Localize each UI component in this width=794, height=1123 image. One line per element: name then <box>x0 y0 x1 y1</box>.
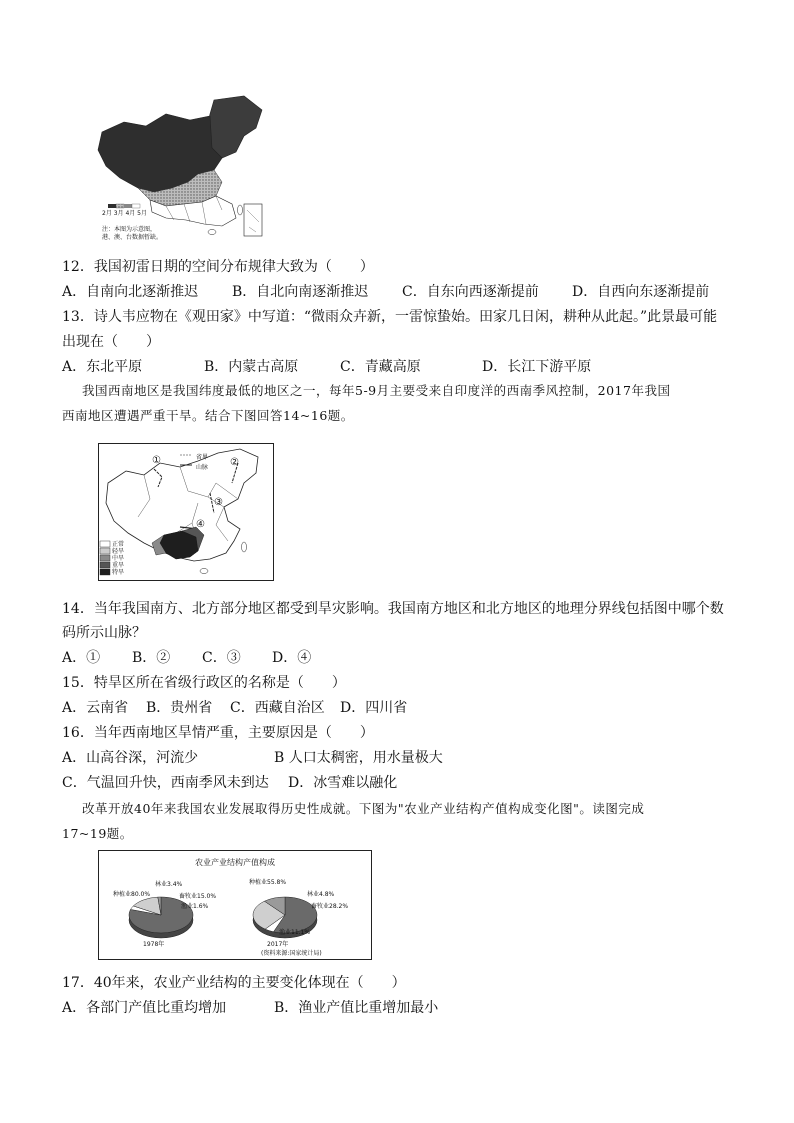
q14-option-a[interactable]: A．① <box>62 650 101 666</box>
q13-option-a[interactable]: A．东北平原 <box>62 359 143 375</box>
q13-stem-line1: 13．诗人韦应物在《观田家》中写道：“微雨众卉新，一雷惊蛰始。田家几日闲，耕种从此起。”此景最可能 <box>62 309 718 325</box>
q14-options <box>62 649 462 667</box>
map2-drought-legend <box>112 541 124 576</box>
q13-option-c[interactable]: C．青藏高原 <box>340 359 421 375</box>
chart-title: 农业产业结构产值构成 <box>195 858 275 867</box>
q15-option-c[interactable]: C．西藏自治区 <box>230 700 325 716</box>
q14-stem-line1: 14．当年我国南方、北方部分地区都受到旱灾影响。我国南方地区和北方地区的地理分界线包括图中哪个数 <box>62 601 724 617</box>
drought-level-severe: 重旱 <box>112 562 125 569</box>
drought-map <box>98 443 274 581</box>
pie1978-label-crop: 种植业80.0% <box>113 891 151 898</box>
map2-label-3: ③ <box>214 497 223 508</box>
map2-label-4: ④ <box>196 519 205 530</box>
drought-level-moderate: 中旱 <box>112 555 125 562</box>
q13-options <box>62 358 742 376</box>
map1-note-line1: 注：本图为示意图， <box>102 226 157 233</box>
pie1978-label-fishery: 渔业1.6% <box>181 903 209 910</box>
passage1-line2: 西南地区遭遇严重干旱。结合下图回答14~16题。 <box>62 408 354 423</box>
chart-source: (资料来源:国家统计局) <box>261 950 322 957</box>
taiwan-island <box>238 205 243 215</box>
pie2017-label-fishery: 渔业11.1% <box>279 929 311 936</box>
map2-label-2: ② <box>230 457 239 468</box>
passage2-line1: 改革开放40年来我国农业发展取得历史性成就。下图为"农业产业结构产值构成变化图"。读图完成 <box>82 801 645 816</box>
pie1978-year: 1978年 <box>143 941 165 948</box>
q12-option-c[interactable]: C．自东向西逐渐提前 <box>402 284 539 300</box>
drought-level-normal: 正常 <box>112 541 125 548</box>
pie2017-year: 2017年 <box>267 941 289 948</box>
q17-stem: 17．40年来，农业产业结构的主要变化体现在（ ） <box>62 975 406 991</box>
q14-stem-line2: 码所示山脉？ <box>62 625 146 641</box>
q14-option-d[interactable]: D．④ <box>272 650 312 666</box>
thunder-date-map <box>94 92 266 242</box>
map1-note-line2: 港、澳、台数据暂缺。 <box>102 234 163 241</box>
pie2017-label-forest: 林业4.8% <box>307 891 335 898</box>
q16-option-b[interactable]: B 人口太稠密，用水量极大 <box>274 750 443 766</box>
q17-option-a[interactable]: A．各部门产值比重均增加 <box>62 1000 227 1016</box>
hainan-island <box>208 230 216 235</box>
q12-option-b[interactable]: B．自北向南逐渐推迟 <box>232 284 369 300</box>
q13-option-b[interactable]: B．内蒙古高原 <box>204 359 299 375</box>
q16-options-row2 <box>62 774 562 792</box>
q16-option-d[interactable]: D．冰雪难以融化 <box>288 775 398 791</box>
q15-stem: 15．特旱区所在省级行政区的名称是（ ） <box>62 675 346 691</box>
south-china-sea-inset <box>244 204 262 236</box>
q12-option-a[interactable]: A．自南向北逐渐推迟 <box>62 284 199 300</box>
pie2017-label-crop: 种植业55.8% <box>249 879 287 886</box>
pie1978-label-livestock: 畜牧业15.0% <box>179 893 217 900</box>
q16-stem: 16．当年西南地区旱情严重，主要原因是（ ） <box>62 725 374 741</box>
q12-options <box>62 283 742 301</box>
q14-option-b[interactable]: B．② <box>132 650 171 666</box>
q13-stem-line2: 出现在（ ） <box>62 334 160 350</box>
q17-options <box>62 999 562 1017</box>
china-map-figure <box>94 92 266 242</box>
q15-option-b[interactable]: B．贵州省 <box>146 700 213 716</box>
passage1-line1: 我国西南地区是我国纬度最低的地区之一，每年5-9月主要受来自印度洋的西南季风控制，2017年我国 <box>82 383 671 398</box>
q16-option-c[interactable]: C．气温回升快，西南季风未到达 <box>62 775 269 791</box>
drought-map-figure <box>98 443 274 581</box>
q14-option-c[interactable]: C．③ <box>202 650 241 666</box>
q15-option-d[interactable]: D．四川省 <box>340 700 408 716</box>
map2-label-1: ① <box>152 455 161 466</box>
q17-option-b[interactable]: B．渔业产值比重增加最小 <box>274 1000 439 1016</box>
map2-legend-border: 省界 <box>196 454 209 461</box>
map2-legend-mountain: 山脉 <box>196 464 209 471</box>
map1-legend-scale: 2月 3月 4月 5月 <box>102 210 147 217</box>
pie1978-label-forest: 林业3.4% <box>155 881 183 888</box>
drought-level-light: 轻旱 <box>112 548 125 555</box>
pie2017-label-livestock: 畜牧业28.2% <box>311 903 349 910</box>
q13-option-d[interactable]: D．长江下游平原 <box>482 359 592 375</box>
q15-option-a[interactable]: A．云南省 <box>62 700 129 716</box>
q15-options <box>62 699 562 717</box>
agriculture-structure-chart <box>98 850 372 960</box>
northeast-region <box>206 96 262 158</box>
drought-level-extreme: 特旱 <box>112 569 125 576</box>
q12-stem: 12．我国初雷日期的空间分布规律大致为（ ） <box>62 259 374 275</box>
q16-option-a[interactable]: A．山高谷深，河流少 <box>62 750 199 766</box>
q16-options-row1 <box>62 749 562 767</box>
passage2-line2: 17~19题。 <box>62 826 133 841</box>
q12-option-d[interactable]: D．自西向东逐渐提前 <box>572 284 710 300</box>
